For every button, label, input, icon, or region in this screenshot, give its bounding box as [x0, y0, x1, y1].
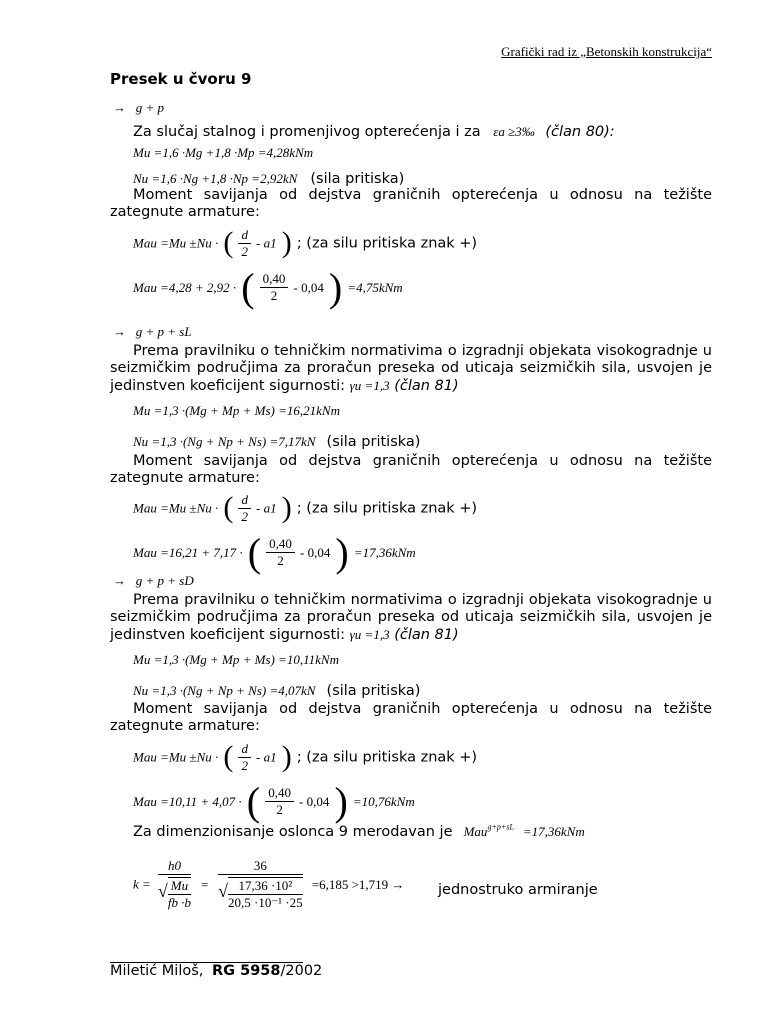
- calc-result: =4,75kNm: [347, 280, 403, 295]
- k-den2-den: 20,5 ·10⁻¹ ·25: [227, 895, 303, 910]
- conclusion-sup: g+p+sL: [487, 822, 514, 832]
- conclusion-text: Za dimenzionisanje oslonca 9 merodavan je: [133, 824, 453, 840]
- k-den1-den: fb ·b: [167, 895, 192, 910]
- case-1-intro-text: Za slučaj stalnog i promenjivog opterećenja i za: [133, 124, 481, 140]
- arrow-icon: →: [113, 324, 126, 339]
- case-2-label: g + p + sL: [135, 324, 192, 339]
- case-1-mau-calc: Mau =4,28 + 2,92 · ( $\frac{0,40}{2}$ - 0,04 ) =4,75kNm: [133, 265, 403, 310]
- case-1-intro: [133, 123, 615, 141]
- minus-a1: - a1: [256, 500, 277, 516]
- minus-a1: - a1: [256, 235, 277, 251]
- case-2-paragraph: [110, 343, 712, 395]
- gamma-factor: γu =1,3: [349, 378, 390, 393]
- footer-author: Miletić Miloš,: [110, 963, 204, 979]
- footer-year: /2002: [280, 963, 323, 979]
- k-conclusion: jednostruko armiranje: [438, 882, 598, 898]
- case-1-mu-formula: Mu =1,6 ·Mg +1,8 ·Mp =4,28kNm: [133, 145, 314, 160]
- page-header: Grafički rad iz „Betonskih konstrukcija“: [501, 44, 712, 59]
- calc-num: 0,40: [260, 271, 289, 288]
- case-1-moment-text-body: Moment savijanja od dejstva graničnih opterećenja u odnosu na težište zategnute armature:: [110, 187, 712, 220]
- case-2-mau-calc: Mau =16,21 + 7,17 · ( $\frac{0,40}{2}$ - 0,04 ) =17,36kNm: [133, 530, 416, 575]
- k-den2-num: 17,36 ·10²: [228, 878, 303, 895]
- case-3-para-text: Prema pravilniku o tehničkim normativima o izgradnji objekata visokogradnje u seizmičkim područjima za proračun preseka od uticaja seizmičkih sila, usvojen je jedinstven koeficijent sigurnosti:: [110, 592, 712, 643]
- k-eq: =: [200, 876, 209, 892]
- case-1-moment-text: [110, 187, 712, 221]
- case-3-mau-calc: Mau =10,11 + 4,07 · ( $\frac{0,40}{2}$ - 0,04 ) =10,76kNm: [133, 779, 415, 824]
- epsilon-condition: εa ≥3‰: [493, 124, 535, 139]
- calc-den: 2: [277, 553, 284, 568]
- k-den1-num: Mu: [168, 878, 191, 895]
- case-3-mau-general: Mau =Mu ±Nu · ( $\frac{d}{2}$ - a1 ) ; (za silu pritiska znak +): [133, 740, 478, 773]
- calc-right: - 0,04: [299, 794, 330, 809]
- case-1-sign-note: ; (za silu pritiska znak +): [296, 235, 478, 252]
- k-num1: h0: [158, 858, 191, 875]
- gamma-factor: γu =1,3: [349, 627, 390, 642]
- case-1-mau-general: Mau =Mu ±Nu · ( $\frac{d}{2}$ - a1 ) ; (za silu pritiska znak +): [133, 226, 478, 259]
- calc-right: - 0,04: [299, 545, 331, 560]
- calc-right: - 0,04: [293, 280, 324, 295]
- case-1-nu-line: [133, 168, 404, 188]
- arrow-icon: →: [113, 573, 126, 588]
- case-3-moment-text-body: Moment savijanja od dejstva graničnih opterećenja u odnosu na težište zategnute armature:: [110, 701, 712, 734]
- minus-a1: - a1: [256, 749, 277, 765]
- case-1-nu-note: (sila pritiska): [310, 171, 405, 187]
- case-2-heading: [113, 324, 192, 340]
- calc-den: 2: [270, 288, 278, 303]
- case-3-label: g + p + sD: [135, 573, 194, 588]
- case-1-heading: [113, 100, 164, 116]
- calc-result: =10,76kNm: [352, 794, 415, 809]
- case-3-sign-note: ; (za silu pritiska znak +): [296, 749, 478, 766]
- k-num2: 36: [218, 858, 303, 875]
- frac-den: 2: [241, 243, 248, 259]
- arrow-icon: →: [113, 100, 126, 115]
- footer-rg: RG 5958: [212, 963, 281, 979]
- mau-left: Mau =Mu ±Nu ·: [133, 500, 219, 516]
- case-2-moment-text-body: Moment savijanja od dejstva graničnih opterećenja u odnosu na težište zategnute armature:: [110, 453, 712, 486]
- calc-den: 2: [276, 802, 283, 817]
- case-2-nu-line: [133, 431, 420, 451]
- calc-left: Mau =4,28 + 2,92 ·: [133, 280, 237, 295]
- case-2-nu-note: (sila pritiska): [326, 434, 421, 450]
- frac-num: d: [238, 492, 251, 509]
- k-result: =6,185 >1,719 →: [311, 876, 405, 892]
- governing-moment-line: [133, 821, 585, 841]
- mau-left: Mau =Mu ±Nu ·: [133, 235, 219, 251]
- clause-ref: (član 81): [394, 378, 459, 394]
- frac-den: 2: [241, 757, 248, 773]
- case-2-para-text: Prema pravilniku o tehničkim normativima o izgradnji objekata visokogradnje u seizmičkim područjima za proračun preseka od uticaja seizmičkih sila, usvojen je jedinstven koeficijent sigurnosti:: [110, 343, 712, 394]
- frac-den: 2: [241, 508, 248, 524]
- calc-num: 0,40: [265, 785, 294, 802]
- k-label: k =: [133, 876, 151, 892]
- case-3-nu-note: (sila pritiska): [326, 683, 421, 699]
- k-formula: k = h0 √ $\frac{Mu}{fb \cdot b}$ = 36 √ $\frac{\text{17,36 ·10²}}{\text{20,5 ·10⁻¹ ·25}}$ =6,185 >1,719 →: [133, 858, 405, 910]
- case-3-nu-line: [133, 680, 420, 700]
- clause-ref: (član 80):: [545, 124, 615, 140]
- case-3-nu-formula: Nu =1,3 ·(Ng + Np + Ns) =4,07kN: [133, 683, 316, 698]
- conclusion-formula: Mau: [463, 824, 488, 839]
- calc-left: Mau =10,11 + 4,07 ·: [133, 794, 242, 809]
- case-1-label: g + p: [135, 100, 165, 115]
- page-title: Presek u čvoru 9: [110, 70, 252, 88]
- case-2-nu-formula: Nu =1,3 ·(Ng + Np + Ns) =7,17kN: [133, 434, 316, 449]
- case-3-heading: [113, 573, 194, 589]
- case-3-mu-formula: Mu =1,3 ·(Mg + Mp + Ms) =10,11kNm: [133, 652, 339, 667]
- calc-result: =17,36kNm: [353, 545, 416, 560]
- mau-left: Mau =Mu ±Nu ·: [133, 749, 219, 765]
- conclusion-value: =17,36kNm: [522, 824, 585, 839]
- frac-num: d: [238, 227, 251, 244]
- case-2-mau-general: Mau =Mu ±Nu · ( $\frac{d}{2}$ - a1 ) ; (za silu pritiska znak +): [133, 491, 478, 524]
- calc-num: 0,40: [266, 536, 295, 553]
- case-2-moment-text: [110, 453, 712, 487]
- frac-num: d: [238, 741, 251, 758]
- case-1-nu-formula: Nu =1,6 ·Ng +1,8 ·Np =2,92kN: [133, 171, 298, 186]
- clause-ref: (član 81): [394, 627, 459, 643]
- case-2-sign-note: ; (za silu pritiska znak +): [296, 500, 478, 517]
- case-3-moment-text: [110, 701, 712, 735]
- footer: [110, 963, 322, 980]
- calc-left: Mau =16,21 + 7,17 ·: [133, 545, 243, 560]
- case-2-mu-formula: Mu =1,3 ·(Mg + Mp + Ms) =16,21kNm: [133, 403, 340, 418]
- case-3-paragraph: [110, 592, 712, 644]
